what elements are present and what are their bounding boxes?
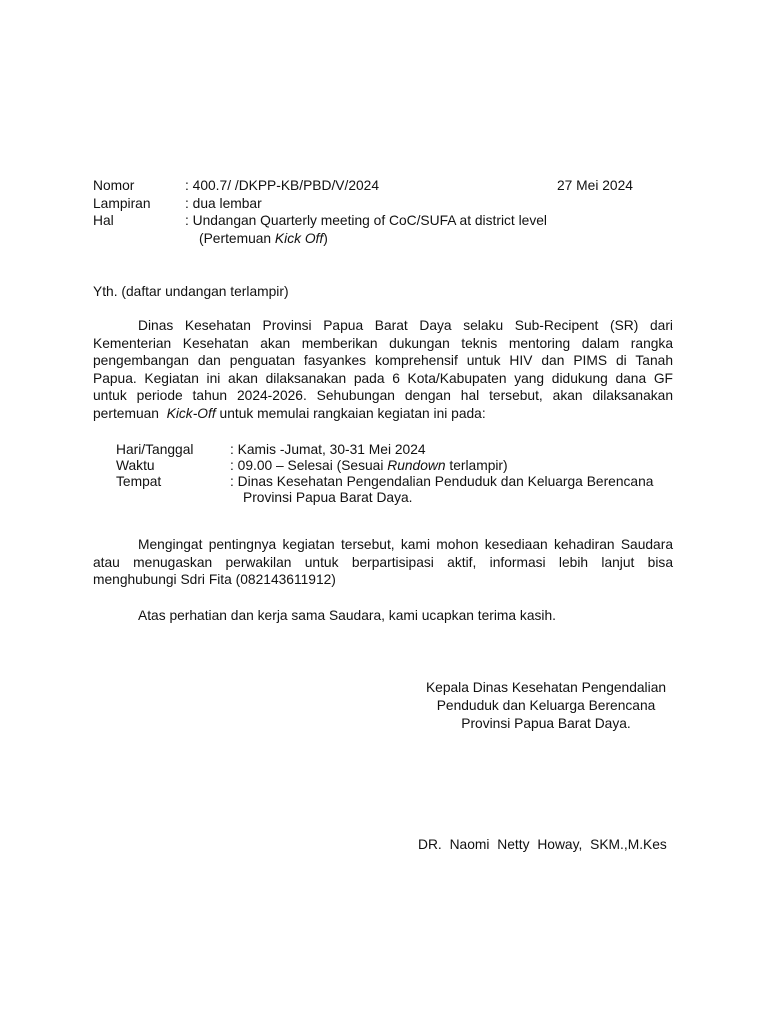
hal-continuation [199,230,328,248]
hal-label: Hal [93,213,114,228]
signature-title [410,679,682,733]
paragraph2-line2: atau menugaskan perwakilan untuk berpartisipasi aktif, informasi lebih lanjut bisa [93,554,673,570]
signature-title-line3: Provinsi Papua Barat Daya. [461,716,631,731]
paragraph1-line6-suffix: untuk memulai rangkaian kegiatan ini pada: [215,405,486,421]
paragraph1-line6-prefix: pertemuan [93,405,167,421]
detail-place-label: Tempat [116,474,162,489]
detail-date-label: Hari/Tanggal [116,442,194,457]
paragraph2-line1: Mengingat pentingnya kegiatan tersebut, kami mohon kesediaan kehadiran Saudara [138,537,673,552]
lampiran-value: : dua lembar [185,196,262,211]
paragraph1-line2: Kementerian Kesehatan akan memberikan dukungan teknis mentoring dalam rangka [93,335,673,351]
signature-title-line2: Penduduk dan Keluarga Berencana [436,698,656,713]
paragraph1-line1: Dinas Kesehatan Provinsi Papua Barat Daya selaku Sub-Recipent (SR) dari [138,318,673,333]
paragraph1-line6 [93,405,673,423]
paragraph1-line3: pengembangan dan penguatan fasyankes komprehensif untuk HIV dan PIMS di Tanah [93,353,673,369]
detail-place-value: : Dinas Kesehatan Pengendalian Penduduk dan Keluarga Berencana [230,474,654,489]
hal-value: : Undangan Quarterly meeting of CoC/SUFA at district level [185,213,547,228]
letter-date: 27 Mei 2024 [557,178,633,193]
paragraph1-line4: Papua. Kegiatan ini akan dilaksanakan pada 6 Kota/Kabupaten yang didukung dana GF [93,370,673,386]
hal-cont-suffix: ) [323,231,328,246]
body-paragraph-1 [93,317,673,423]
paragraph2-line3: menghubungi Sdri Fita (082143611912) [93,572,336,588]
nomor-label: Nomor [93,178,135,193]
signatory-name: DR. Naomi Netty Howay, SKM.,M.Kes [418,837,667,852]
closing-sentence: Atas perhatian dan kerja sama Saudara, kami ucapkan terima kasih. [138,608,556,623]
body-paragraph-2 [93,536,673,589]
paragraph1-line5: untuk periode tahun 2024-2026. Sehubungan dengan hal tersebut, akan dilaksanakan [93,388,673,404]
detail-time-label: Waktu [116,458,155,473]
detail-place-continuation: Provinsi Papua Barat Daya. [243,490,413,505]
nomor-value: : 400.7/ /DKPP-KB/PBD/V/2024 [185,178,380,193]
detail-date-value: : Kamis -Jumat, 30-31 Mei 2024 [230,442,426,457]
hal-cont-prefix: (Pertemuan [199,231,275,246]
signature-title-line1: Kepala Dinas Kesehatan Pengendalian [425,680,667,695]
lampiran-label: Lampiran [93,196,151,211]
hal-cont-italic: Kick Off [274,231,324,246]
paragraph1-line6-italic: Kick-Off [166,405,216,421]
addressee: Yth. (daftar undangan terlampir) [93,284,289,299]
detail-time-suffix: terlampir) [445,458,508,473]
detail-time-prefix: : 09.00 – Selesai (Sesuai [230,458,388,473]
detail-time-italic: Rundown [387,458,446,473]
